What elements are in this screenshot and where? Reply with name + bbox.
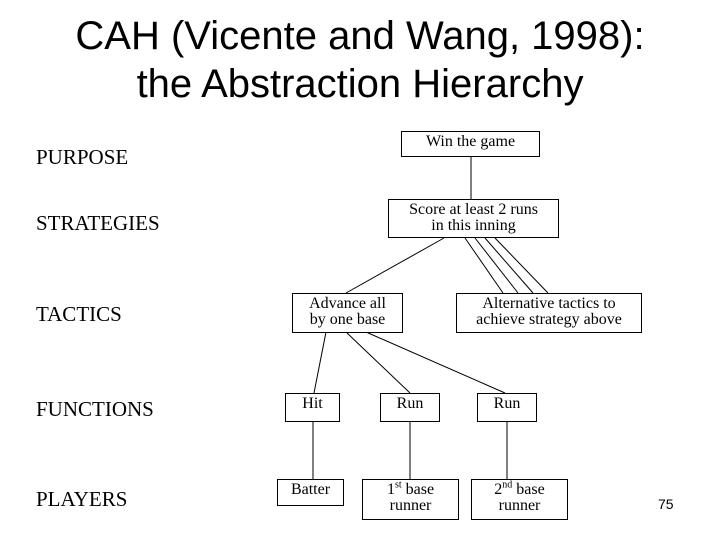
ordinal-suffix: nd — [502, 479, 513, 491]
connector-score-alternative-1 — [465, 238, 503, 293]
connector-advance-hit — [314, 332, 326, 393]
node-label: runner — [498, 497, 541, 514]
node-label: Score at least 2 runs — [409, 201, 538, 218]
connector-score-alternative-3 — [485, 238, 533, 293]
node-hit — [285, 393, 340, 422]
node-label: by one base — [309, 311, 386, 328]
ordinal-rest: base — [401, 481, 435, 498]
level-label-players: PLAYERS — [36, 487, 128, 511]
node-label: Advance all — [309, 295, 386, 312]
node-label: in this inning — [431, 217, 516, 234]
node-first-base-runner — [362, 479, 459, 520]
node-label: Hit — [302, 395, 323, 412]
node-alternative-tactics — [456, 293, 642, 333]
connector-score-alternative-4 — [495, 238, 548, 293]
title-line-1: CAH (Vicente and Wang, 1998): — [75, 14, 645, 58]
ordinal-suffix: st — [394, 479, 402, 491]
node-score-runs — [388, 199, 559, 238]
level-label-purpose: PURPOSE — [36, 145, 129, 169]
node-label — [472, 479, 567, 498]
node-label — [363, 479, 458, 498]
node-label: Batter — [290, 481, 331, 498]
ordinal-number: 2 — [494, 481, 503, 498]
node-label: Alternative tactics to — [482, 295, 616, 312]
connector-advance-run2 — [366, 332, 505, 393]
level-label-strategies: STRATEGIES — [36, 211, 160, 235]
level-label-tactics: TACTICS — [36, 302, 122, 326]
node-run-first — [380, 393, 440, 422]
level-label-functions: FUNCTIONS — [36, 397, 154, 421]
node-label: Run — [396, 395, 424, 412]
ordinal-number: 1 — [386, 481, 395, 498]
node-run-second — [477, 393, 537, 422]
ordinal-rest: base — [512, 481, 545, 498]
node-second-base-runner — [471, 479, 568, 520]
connector-advance-run1 — [346, 332, 410, 393]
connector-score-advance — [346, 238, 444, 293]
node-label: Run — [493, 395, 521, 412]
node-label: Win the game — [425, 133, 516, 150]
node-advance-all — [292, 293, 403, 333]
node-label: runner — [389, 497, 432, 514]
node-win-the-game — [401, 131, 540, 157]
page-number: 75 — [658, 496, 674, 512]
connector-score-alternative-2 — [475, 238, 518, 293]
node-label: achieve strategy above — [476, 311, 622, 328]
title-line-2: the Abstraction Hierarchy — [136, 62, 584, 106]
node-batter — [277, 479, 344, 506]
